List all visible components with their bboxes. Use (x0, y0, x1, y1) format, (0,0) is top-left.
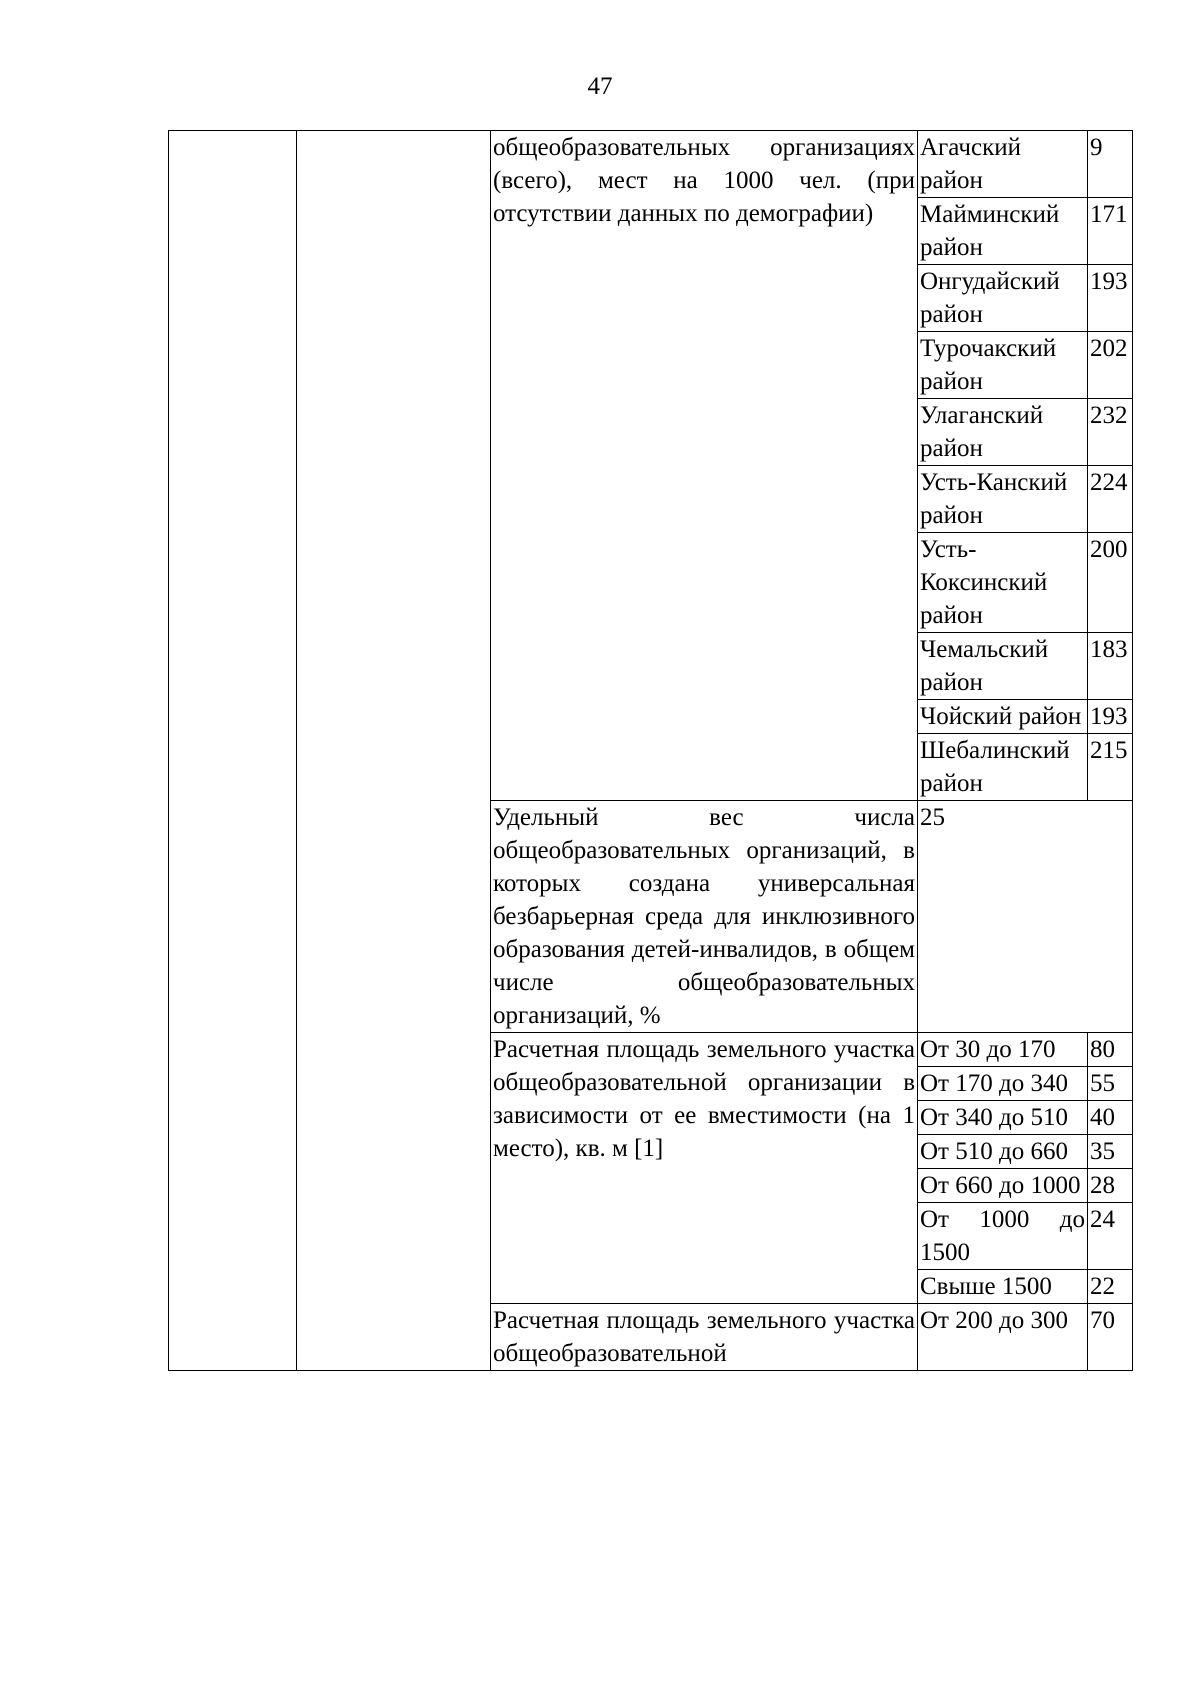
indicator-cell: Удельный вес числа общеобразовательных организаций, в которых создана универсальная безбарьерная среда для инклюзивного образования детей-инвалидов, в общем числе общеобразовательных организаций, % (491, 801, 918, 1033)
district-name: Агачский район (918, 131, 1088, 198)
norm-value: 55 (1088, 1067, 1133, 1101)
capacity-range: От 510 до 660 (918, 1135, 1088, 1169)
capacity-range: От 1000 до 1500 (918, 1203, 1088, 1270)
norm-value: 193 (1088, 700, 1133, 734)
norm-value: 202 (1088, 332, 1133, 399)
norm-value: 70 (1088, 1304, 1133, 1371)
capacity-range: От 340 до 510 (918, 1101, 1088, 1135)
district-name: Турочакский район (918, 332, 1088, 399)
norm-value: 25 (918, 801, 1133, 1033)
capacity-range: От 30 до 170 (918, 1033, 1088, 1067)
norm-value: 200 (1088, 533, 1133, 633)
capacity-range: От 660 до 1000 (918, 1169, 1088, 1203)
norm-value: 232 (1088, 399, 1133, 466)
standards-table (168, 130, 1133, 1371)
norm-value: 40 (1088, 1101, 1133, 1135)
norm-value: 22 (1088, 1270, 1133, 1304)
norm-value: 80 (1088, 1033, 1133, 1067)
page-number: 47 (587, 73, 613, 100)
indicator-cell: Расчетная площадь земельного участка общеобразовательной (491, 1304, 918, 1371)
norm-value: 183 (1088, 633, 1133, 700)
district-name: Онгудайский район (918, 265, 1088, 332)
empty-cell-col2 (297, 131, 491, 1371)
capacity-range: От 170 до 340 (918, 1067, 1088, 1101)
district-name: Майминский район (918, 198, 1088, 265)
norm-value: 215 (1088, 734, 1133, 801)
district-name: Шебалинский район (918, 734, 1088, 801)
table-row (169, 131, 1133, 198)
district-name: Улаганский район (918, 399, 1088, 466)
capacity-range: От 200 до 300 (918, 1304, 1088, 1371)
norm-value: 9 (1088, 131, 1133, 198)
norm-value: 193 (1088, 265, 1133, 332)
district-name: Усть-Канский район (918, 466, 1088, 533)
norm-value: 24 (1088, 1203, 1133, 1270)
district-name: Усть-Коксинский район (918, 533, 1088, 633)
norm-value: 35 (1088, 1135, 1133, 1169)
capacity-range: Свыше 1500 (918, 1270, 1088, 1304)
indicator-cell: общеобразовательных организациях (всего), мест на 1000 чел. (при отсутствии данных по демографии) (491, 131, 918, 801)
norm-value: 224 (1088, 466, 1133, 533)
empty-cell-col1 (169, 131, 297, 1371)
norm-value: 171 (1088, 198, 1133, 265)
district-name: Чемальский район (918, 633, 1088, 700)
norm-value: 28 (1088, 1169, 1133, 1203)
district-name: Чойский район (918, 700, 1088, 734)
indicator-cell: Расчетная площадь земельного участка общеобразовательной организации в зависимости от ее вместимости (на 1 место), кв. м [1] (491, 1033, 918, 1304)
